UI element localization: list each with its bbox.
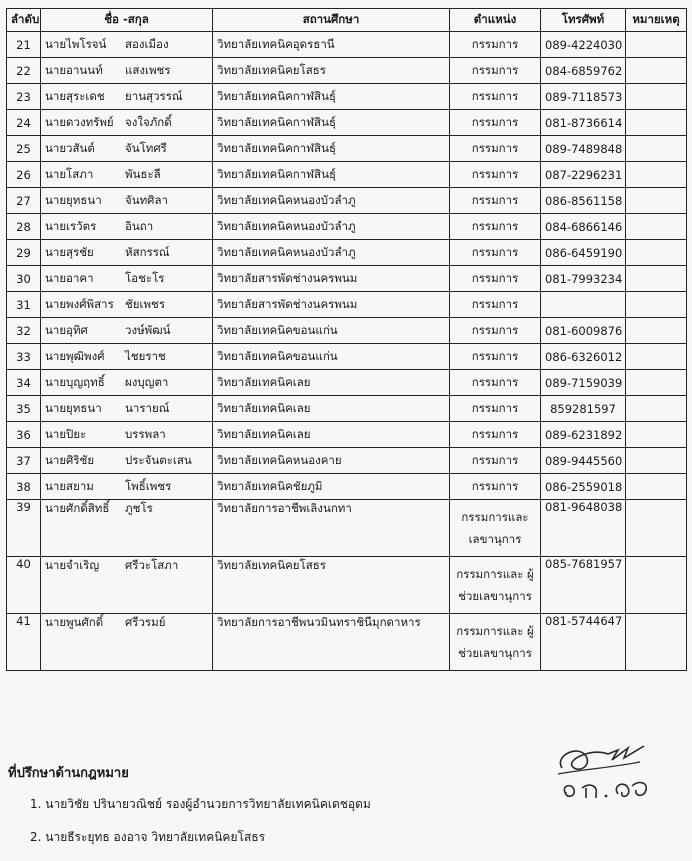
row-remark — [626, 162, 687, 188]
row-phone: 087-2296231 — [541, 162, 626, 188]
row-remark — [626, 292, 687, 318]
row-position: กรรมการ — [450, 318, 541, 344]
row-firstname: นายดวงทรัพย์ — [45, 114, 114, 129]
row-fullname — [41, 32, 213, 58]
row-fullname — [41, 557, 213, 614]
table-row — [7, 136, 687, 162]
row-lastname: โพธิ์เพชร — [125, 478, 172, 493]
row-fullname — [41, 422, 213, 448]
row-school: วิทยาลัยสารพัดช่างนครพนม — [213, 266, 450, 292]
table-row — [7, 474, 687, 500]
row-lastname: ไชยราช — [125, 348, 166, 363]
row-firstname: นายอานนท์ — [45, 62, 103, 77]
row-fullname — [41, 448, 213, 474]
row-school: วิทยาลัยเทคนิคหนองบัวลำภู — [213, 188, 450, 214]
row-firstname: นายอาคา — [45, 270, 94, 285]
row-number: 24 — [7, 110, 41, 136]
row-firstname: นายวสันต์ — [45, 140, 95, 155]
row-fullname — [41, 614, 213, 671]
row-school: วิทยาลัยเทคนิคกาฬสินธุ์ — [213, 84, 450, 110]
row-remark — [626, 557, 687, 614]
row-school: วิทยาลัยเทคนิคหนองบัวลำภู — [213, 214, 450, 240]
row-fullname — [41, 240, 213, 266]
row-school: วิทยาลัยเทคนิคยโสธร — [213, 58, 450, 84]
row-school: วิทยาลัยการอาชีพนวมินทราชินีมุกดาหาร — [213, 614, 450, 671]
row-position: กรรมการ — [450, 84, 541, 110]
row-lastname: ชัยเพชร — [125, 296, 166, 311]
row-fullname — [41, 162, 213, 188]
row-position: กรรมการ — [450, 188, 541, 214]
row-remark — [626, 422, 687, 448]
col-header-remark: หมายเหตุ — [626, 9, 687, 32]
row-number: 21 — [7, 32, 41, 58]
row-number: 35 — [7, 396, 41, 422]
row-position: กรรมการ — [450, 136, 541, 162]
row-lastname: บรรพลา — [125, 426, 166, 441]
legal-advisors-heading: ที่ปรึกษาด้านกฎหมาย — [8, 766, 129, 781]
row-phone: 081-5744647 — [541, 614, 626, 671]
row-position: กรรมการ — [450, 448, 541, 474]
row-number: 25 — [7, 136, 41, 162]
row-phone — [541, 292, 626, 318]
row-phone: 086-6459190 — [541, 240, 626, 266]
col-header-phone: โทรศัพท์ — [541, 9, 626, 32]
table-row — [7, 614, 687, 671]
row-position: กรรมการ — [450, 422, 541, 448]
row-number: 32 — [7, 318, 41, 344]
row-position: กรรมการ — [450, 32, 541, 58]
row-firstname: นายศิริชัย — [45, 452, 95, 467]
row-position: กรรมการและ ผู้ช่วยเลขานุการ — [450, 557, 541, 614]
row-phone: 859281597 — [541, 396, 626, 422]
table-row — [7, 396, 687, 422]
row-firstname: นายพงศ์พิสาร — [45, 296, 114, 311]
row-fullname — [41, 344, 213, 370]
row-number: 37 — [7, 448, 41, 474]
row-lastname: วงษ์พัฒน์ — [125, 322, 171, 337]
row-school: วิทยาลัยสารพัดช่างนครพนม — [213, 292, 450, 318]
row-remark — [626, 500, 687, 557]
row-phone: 081-8736614 — [541, 110, 626, 136]
row-lastname: อินถา — [125, 218, 154, 233]
row-remark — [626, 344, 687, 370]
table-row — [7, 557, 687, 614]
row-fullname — [41, 214, 213, 240]
signature-scribble-icon — [548, 738, 678, 808]
col-header-school: สถานศึกษา — [213, 9, 450, 32]
col-header-position: ตำแหน่ง — [450, 9, 541, 32]
row-remark — [626, 188, 687, 214]
table-row — [7, 162, 687, 188]
row-number: 33 — [7, 344, 41, 370]
row-lastname: ประจันตะเสน — [125, 452, 192, 467]
row-fullname — [41, 370, 213, 396]
table-row — [7, 448, 687, 474]
table-row — [7, 266, 687, 292]
row-school: วิทยาลัยเทคนิคชัยภูมิ — [213, 474, 450, 500]
row-position: กรรมการ — [450, 266, 541, 292]
row-fullname — [41, 58, 213, 84]
row-remark — [626, 370, 687, 396]
row-lastname: ภูชโร — [125, 501, 153, 515]
row-lastname: จงใจภักดิ์ — [125, 114, 172, 129]
table-row — [7, 58, 687, 84]
row-lastname: ศรีวะโสภา — [125, 558, 179, 572]
row-remark — [626, 32, 687, 58]
row-phone: 086-8561158 — [541, 188, 626, 214]
row-number: 36 — [7, 422, 41, 448]
row-number: 29 — [7, 240, 41, 266]
row-number: 30 — [7, 266, 41, 292]
col-header-name: ชื่อ -สกุล — [41, 9, 213, 32]
row-fullname — [41, 110, 213, 136]
row-firstname: นายพุฒิพงศ์ — [45, 348, 105, 363]
row-school: วิทยาลัยเทคนิคยโสธร — [213, 557, 450, 614]
row-firstname: นายโสภา — [45, 166, 94, 181]
legal-advisors-section — [8, 762, 371, 861]
row-lastname: จันโทศรี — [125, 140, 167, 155]
row-firstname: นายยุทธนา — [45, 192, 102, 207]
row-number: 28 — [7, 214, 41, 240]
row-firstname: นายจำเริญ — [45, 558, 100, 572]
row-firstname: นายปิยะ — [45, 426, 87, 441]
row-number: 40 — [7, 557, 41, 614]
row-phone: 084-6859762 — [541, 58, 626, 84]
row-phone: 089-9445560 — [541, 448, 626, 474]
advisor-item-2: 2. นายธีระยุทธ องอาจ วิทยาลัยเทคนิคยโสธร — [30, 830, 266, 844]
row-remark — [626, 110, 687, 136]
row-school: วิทยาลัยเทคนิคกาฬสินธุ์ — [213, 162, 450, 188]
advisor-item-1: 1. นายวิชัย ปรินายวณิชย์ รองผู้อำนวยการวิทยาลัยเทคนิคเดชอุดม — [30, 797, 371, 811]
table-row — [7, 214, 687, 240]
row-firstname: นายสุระเดช — [45, 88, 105, 103]
row-position: กรรมการ — [450, 58, 541, 84]
row-position: กรรมการ — [450, 292, 541, 318]
row-school: วิทยาลัยเทคนิคกาฬสินธุ์ — [213, 136, 450, 162]
col-header-number: ลำดับ — [7, 9, 41, 32]
row-number: 34 — [7, 370, 41, 396]
row-number: 27 — [7, 188, 41, 214]
row-firstname: นายสุรชัย — [45, 244, 94, 259]
row-remark — [626, 614, 687, 671]
row-position: กรรมการ — [450, 370, 541, 396]
row-school: วิทยาลัยเทคนิคขอนแก่น — [213, 344, 450, 370]
table-row — [7, 188, 687, 214]
row-phone: 089-7159039 — [541, 370, 626, 396]
row-phone: 086-6326012 — [541, 344, 626, 370]
row-number: 41 — [7, 614, 41, 671]
row-lastname: ศรีวรมย์ — [125, 615, 166, 629]
row-number: 31 — [7, 292, 41, 318]
row-lastname: พันธะลี — [125, 166, 161, 181]
row-position: กรรมการ — [450, 162, 541, 188]
row-position: กรรมการและ เลขานุการ — [450, 500, 541, 557]
row-remark — [626, 58, 687, 84]
row-phone: 089-4224030 — [541, 32, 626, 58]
table-header-row — [7, 9, 687, 32]
row-school: วิทยาลัยเทคนิคเลย — [213, 422, 450, 448]
row-lastname: ยานสุวรรณ์ — [125, 88, 183, 103]
row-fullname — [41, 188, 213, 214]
row-firstname: นายอุทิศ — [45, 322, 88, 337]
row-remark — [626, 318, 687, 344]
row-position: กรรมการ — [450, 240, 541, 266]
table-row — [7, 344, 687, 370]
row-position: กรรมการ — [450, 474, 541, 500]
row-lastname: จันทศิลา — [125, 192, 168, 207]
row-remark — [626, 136, 687, 162]
row-fullname — [41, 500, 213, 557]
table-row — [7, 318, 687, 344]
row-number: 26 — [7, 162, 41, 188]
row-fullname — [41, 292, 213, 318]
row-lastname: นารายณ์ — [125, 400, 170, 415]
row-school: วิทยาลัยการอาชีพเลิงนกทา — [213, 500, 450, 557]
row-position: กรรมการ — [450, 344, 541, 370]
row-fullname — [41, 136, 213, 162]
row-lastname: ผงบุญตา — [125, 374, 169, 389]
row-fullname — [41, 474, 213, 500]
row-school: วิทยาลัยเทคนิคเลย — [213, 396, 450, 422]
row-position: กรรมการ — [450, 214, 541, 240]
row-firstname: นายสยาม — [45, 478, 94, 493]
row-lastname: โอชะโร — [125, 270, 165, 285]
row-remark — [626, 396, 687, 422]
row-number: 39 — [7, 500, 41, 557]
committee-table — [6, 8, 687, 671]
row-remark — [626, 84, 687, 110]
row-remark — [626, 448, 687, 474]
row-phone: 089-6231892 — [541, 422, 626, 448]
row-position: กรรมการและ ผู้ช่วยเลขานุการ — [450, 614, 541, 671]
table-row — [7, 422, 687, 448]
row-school: วิทยาลัยเทคนิคขอนแก่น — [213, 318, 450, 344]
row-lastname: สองเมือง — [125, 36, 169, 51]
row-firstname: นายไพโรจน์ — [45, 36, 107, 51]
row-position: กรรมการ — [450, 110, 541, 136]
row-fullname — [41, 266, 213, 292]
table-row — [7, 240, 687, 266]
table-row — [7, 110, 687, 136]
row-school: วิทยาลัยเทคนิคอุดรธานี — [213, 32, 450, 58]
row-number: 38 — [7, 474, 41, 500]
row-school: วิทยาลัยเทคนิคหนองคาย — [213, 448, 450, 474]
row-remark — [626, 266, 687, 292]
row-lastname: แสงเพชร — [125, 62, 171, 77]
row-phone: 089-7118573 — [541, 84, 626, 110]
row-position: กรรมการ — [450, 396, 541, 422]
row-firstname: นายยุทธนา — [45, 400, 102, 415]
table-row — [7, 500, 687, 557]
row-school: วิทยาลัยเทคนิคเลย — [213, 370, 450, 396]
row-school: วิทยาลัยเทคนิคหนองบัวลำภู — [213, 240, 450, 266]
row-fullname — [41, 84, 213, 110]
row-phone: 086-2559018 — [541, 474, 626, 500]
table-body — [7, 32, 687, 671]
row-phone: 085-7681957 — [541, 557, 626, 614]
row-phone: 081-6009876 — [541, 318, 626, 344]
row-remark — [626, 474, 687, 500]
row-remark — [626, 240, 687, 266]
table-row — [7, 84, 687, 110]
row-lastname: หัสกรรณ์ — [125, 244, 170, 259]
row-fullname — [41, 318, 213, 344]
row-firstname: นายเรวัตร — [45, 218, 97, 233]
row-firstname: นายบุญฤทธิ์ — [45, 374, 105, 389]
row-school: วิทยาลัยเทคนิคกาฬสินธุ์ — [213, 110, 450, 136]
row-fullname — [41, 396, 213, 422]
row-phone: 089-7489848 — [541, 136, 626, 162]
row-phone: 081-7993234 — [541, 266, 626, 292]
row-number: 22 — [7, 58, 41, 84]
table-row — [7, 370, 687, 396]
row-phone: 084-6866146 — [541, 214, 626, 240]
table-row — [7, 292, 687, 318]
row-firstname: นายศักดิ์สิทธิ์ — [45, 501, 110, 515]
row-phone: 081-9648038 — [541, 500, 626, 557]
row-remark — [626, 214, 687, 240]
row-firstname: นายพูนศักดิ์ — [45, 615, 104, 629]
handwritten-signature — [548, 738, 678, 808]
table-row — [7, 32, 687, 58]
row-number: 23 — [7, 84, 41, 110]
